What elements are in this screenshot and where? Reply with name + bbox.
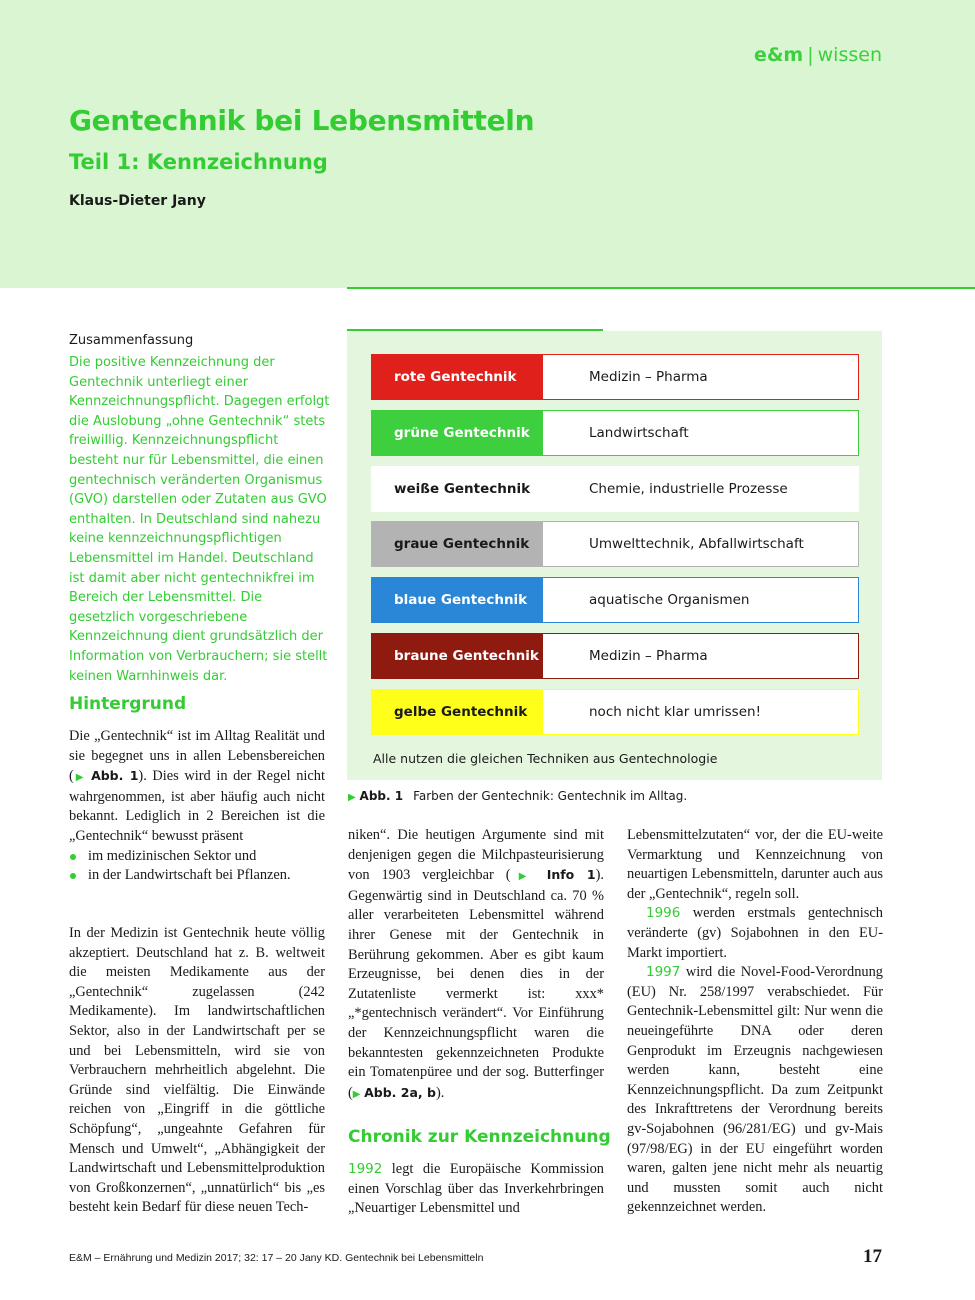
tech-row [371,577,859,623]
year-marker: 1997 [646,964,681,981]
ref-arrow-icon: ▶ [352,1088,361,1100]
tech-row-value: Landwirtschaft [543,410,859,456]
section-heading-chronik: Chronik zur Kennzeichnung [348,1127,611,1147]
tech-row-value: noch nicht klar umrissen! [543,689,859,735]
caption-text: Farben der Gentechnik: Gentechnik im Alltag. [413,789,688,803]
ref-arrow-icon: ▶ [510,871,535,883]
figure-reference-link[interactable]: Abb. 2a, b [364,1084,436,1100]
brand-main: e&m [753,44,804,66]
article-author: Klaus-Dieter Jany [69,193,206,209]
tech-row-label: grüne Gentechnik [371,410,543,456]
figure-caption [348,789,687,803]
article-subtitle: Teil 1: Kennzeichnung [69,150,328,174]
year-marker: 1992 [348,1161,383,1177]
brand-separator: | [807,44,814,66]
tech-row [371,410,859,456]
text-run: ). Gegenwärtig sind in Deutschland ca. 70 % aller verarbeiteten Lebensmittel während ihrer Genese mit der Gentechnik in Berührung gekommen. Aber es gibt kaum Erzeugnisse, bei denen dies in der Zutatenliste vermerkt ist: xxx* „*gentechnisch verändert“. Vor Einführung der Kennzeichnungspflicht waren die bekanntesten gekennzeichneten Produkte ein Tomatenpüree und der sog. Butterfinger ( [348,867,604,1101]
column-2 [348,826,604,1104]
text-run: legt die Europäische Kommission einen Vorschlag über das Inverkehrbringen „Neuartiger Lebensmittel und [348,1161,604,1217]
column-3 [627,826,883,1218]
footer-citation: E&M – Ernährung und Medizin 2017; 32: 17 – 20 Jany KD. Gentechnik bei Lebensmitteln [69,1252,484,1264]
paragraph [627,904,883,963]
tech-row-value: Medizin – Pharma [543,633,859,679]
tech-row-label: braune Gentechnik [371,633,543,679]
paragraph [348,1160,604,1219]
tech-row-value: Umwelttechnik, Abfallwirtschaft [543,521,859,567]
column-1-intro [69,727,325,886]
tech-row-label: rote Gentechnik [371,354,543,400]
tech-row-label: blaue Gentechnik [371,577,543,623]
tech-row-value: Medizin – Pharma [543,354,859,400]
tech-row [371,689,859,735]
text-run: ). [435,1084,445,1101]
figure-footer-note: Alle nutzen die gleichen Techniken aus Gentechnologie [373,751,718,766]
paragraph: Lebensmittelzutaten“ vor, der die EU-weite Vermarktung und Kennzeichnung von neuartigen Lebensmitteln, darunter auch aus der „Gentechnik“, regeln soll. [627,827,883,902]
caption-arrow-icon: ▶ [348,792,356,803]
summary-text: Die positive Kennzeichnung der Gentechnik unterliegt einer Kennzeichnungspflicht. Dagegen erfolgt die Auslobung „ohne Gentechnik“ stets freiwillig. Kennzeichnungspflicht besteht nur für Lebensmittel, die einen gentechnisch veränderten Organismus (GVO) darstellen oder Zutaten aus GVO enthalten. In Deutschland sind nahezu keine kennzeichnungspflichtigen Lebensmittel im Handel. Deutschland ist damit aber nicht gentechnikfrei im Bereich der Lebensmittel. Die gesetzlich vorgeschriebene Kennzeichnung dient grundsätzlich der Information von Verbrauchern; sie stellt keinen Warnhinweis dar. [69,355,330,684]
caption-label: Abb. 1 [359,789,404,803]
text-run: niken“. Die heutigen Argumente sind mit denjenigen gegen die Milchpasteurisierung von 1903 vergleichbar ( [348,827,604,884]
brand-section: wissen [817,44,882,66]
tech-row [371,354,859,400]
info-reference-link[interactable]: Info 1 [546,867,596,883]
paragraph [627,963,883,1218]
summary-heading: Zusammenfassung [69,333,194,348]
year-marker: 1996 [646,905,681,922]
tech-row-label: graue Gentechnik [371,521,543,567]
article-title: Gentechnik bei Lebensmitteln [69,104,535,137]
text-run: wird die Novel-Food-Verordnung (EU) Nr. 258/1997 verabschiedet. Für Gentechnik-Lebensmittel gilt: Nur wenn die neueingeführte DNA oder deren Genprodukt im Erzeugnis nachgewiesen werden kann, besteht eine Kennzeichnungspflicht. Da zum Zeitpunkt des Inkrafttretens der Verordnung bereits gv-Sojabohnen (96/281/EG) und gv-Mais (97/98/EG) in der EU eingeführt worden waren, galten jene nicht mehr als neuartig und mussten somit auch nicht gekennzeichnet werden. [627,964,883,1216]
tech-row [371,633,859,679]
journal-brand [754,44,882,66]
bullet-item: in der Landwirtschaft bei Pflanzen. [69,866,325,886]
ref-arrow-icon: ▶ [73,772,86,784]
column-1-body [69,924,325,1218]
page-number: 17 [863,1246,882,1267]
section-heading-hintergrund: Hintergrund [69,694,187,714]
tech-row-label: weiße Gentechnik [371,466,543,512]
tech-row [371,521,859,567]
text-run: Die „Gentechnik“ ist im Alltag Realität und sie begegnet uns in allen Lebensbereichen ( [69,728,325,785]
text-run: werden erstmals gentechnisch veränderte (gv) Sojabohnen in den EU-Markt importiert. [627,905,883,961]
paragraph [69,727,325,847]
text-run: ). Dies wird in der Regel nicht wahrgenommen, ist aber häufig auch nicht bekannt. Lediglich in 2 Bereichen ist die „Gentechnik“ bewusst präsent [69,768,325,844]
tech-row-value: aquatische Organismen [543,577,859,623]
tech-row-value: Chemie, industrielle Prozesse [543,466,859,512]
paragraph: In der Medizin ist Gentechnik heute völlig akzeptiert. Deutschland hat z. B. weltweit die meisten Medikamente aus der „Gentechnik“ zugelassen (242 Medikamente). Im landwirtschaftlichen Sektor, also in der Landwirtschaft per se und bei Lebensmitteln, wird sie von Verbrauchern mehrheitlich abgelehnt. Die Gründe sind vielfältig. Die Einwände reichen von „Eingriff in die göttliche Schöpfung“, „ungeahnte Gefahren für Mensch und Umwelt“, „Abhängigkeit der Landwirtschaft und Lebensmittelproduktion von Großkonzernen“, „unnatürlich“ bis „es besteht kein Bedarf für diese neuen Tech- [69,925,325,1216]
column-2-chronik [348,1160,604,1219]
tech-row [371,466,859,512]
bullet-item: im medizinischen Sektor und [69,847,325,867]
paragraph [348,826,604,1104]
tech-row-label: gelbe Gentechnik [371,689,543,735]
header-rule [347,287,975,289]
figure-reference-link[interactable]: Abb. 1 [91,768,139,784]
